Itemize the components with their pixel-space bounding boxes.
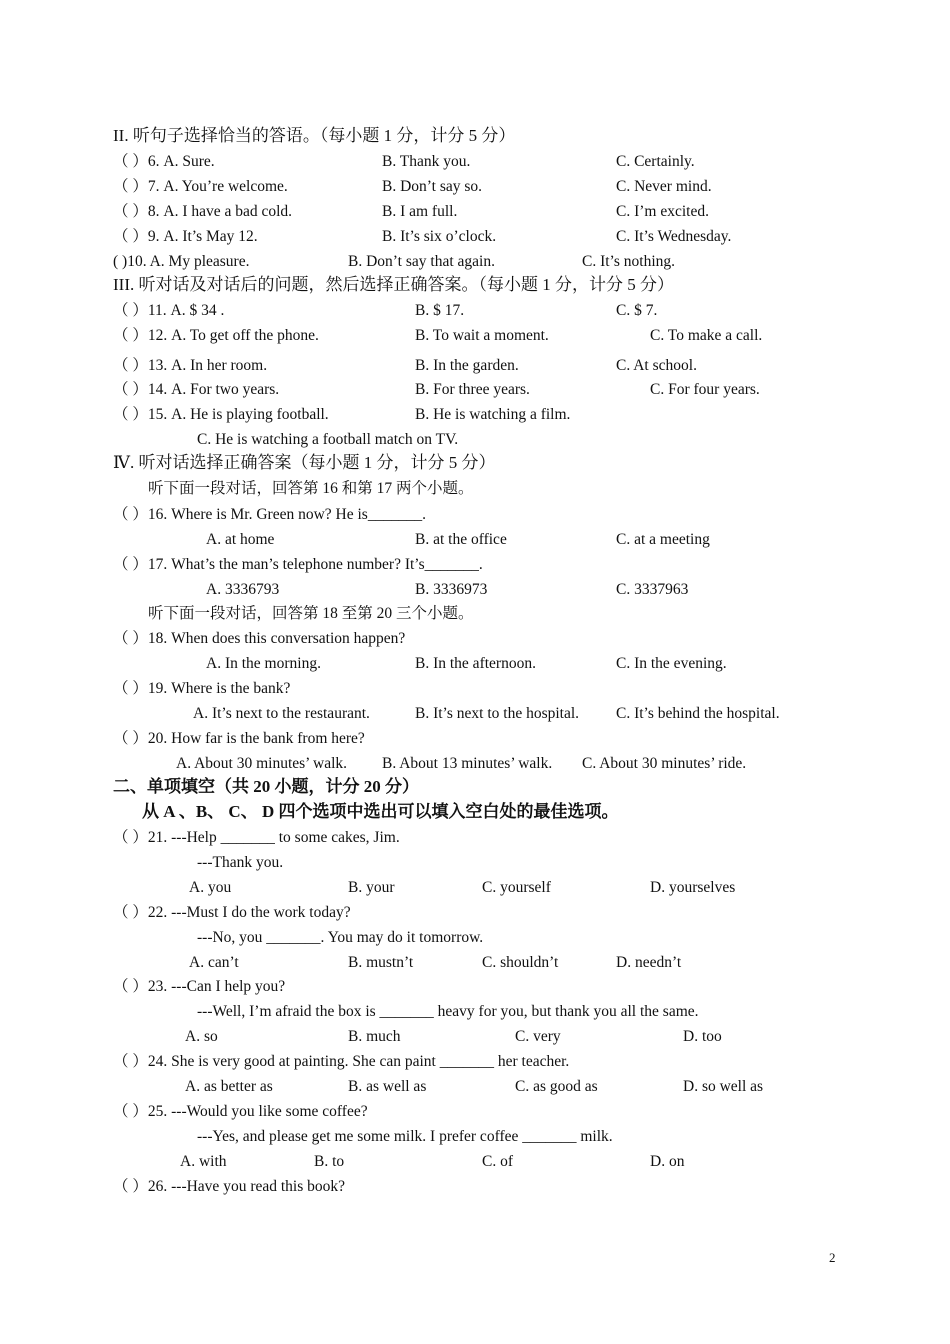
question-20-option-a: A. About 30 minutes’ walk. xyxy=(176,755,348,772)
question-25-option-d: D. on xyxy=(650,1153,685,1170)
question-18-option-c: C. In the evening. xyxy=(616,655,727,672)
listening-note-2: 听下面一段对话，回答第 18 至第 20 三个小题。 xyxy=(148,605,474,622)
question-14-option-b: B. For three years. xyxy=(415,381,530,398)
question-21-option-d: D. yourselves xyxy=(650,879,736,896)
question-12-stem: （ ）12. A. To get off the phone. xyxy=(113,327,319,344)
question-18-option-b: B. In the afternoon. xyxy=(415,655,536,672)
question-25-reply: ---Yes, and please get me some milk. I prefer coffee _______ milk. xyxy=(197,1128,613,1145)
question-8-option-b: B. I am full. xyxy=(382,203,458,220)
question-17-option-a: A. 3336793 xyxy=(206,581,280,598)
question-7-stem: （ ）7. A. You’re welcome. xyxy=(113,178,288,195)
question-11-stem: （ ）11. A. $ 34 . xyxy=(113,302,225,319)
question-17-option-c: C. 3337963 xyxy=(616,581,689,598)
question-21-option-b: B. your xyxy=(348,879,395,896)
question-10-stem: ( )10. A. My pleasure. xyxy=(113,253,250,270)
question-21-option-c: C. yourself xyxy=(482,879,551,896)
question-7-option-c: C. Never mind. xyxy=(616,178,712,195)
question-22-option-a: A. can’t xyxy=(189,954,239,971)
question-25-option-b: B. to xyxy=(314,1153,345,1170)
question-21-option-a: A. you xyxy=(189,879,232,896)
question-26-stem: （ ）26. ---Have you read this book? xyxy=(113,1178,346,1195)
question-19-option-b: B. It’s next to the hospital. xyxy=(415,705,580,722)
question-22-option-d: D. needn’t xyxy=(616,954,682,971)
question-13-stem: （ ）13. A. In her room. xyxy=(113,357,268,374)
part-2-title: 二、单项填空（共 20 小题，计分 20 分） xyxy=(113,777,419,796)
question-15-option-b: B. He is watching a film. xyxy=(415,406,571,423)
question-23-reply: ---Well, I’m afraid the box is _______ heavy for you, but thank you all the same. xyxy=(197,1003,699,1020)
question-21-stem: （ ）21. ---Help _______ to some cakes, Jim. xyxy=(113,829,400,846)
question-22-option-b: B. mustn’t xyxy=(348,954,414,971)
section-heading-iv: Ⅳ. 听对话选择正确答案（每小题 1 分，计分 5 分） xyxy=(113,453,496,472)
question-24-option-b: B. as well as xyxy=(348,1078,427,1095)
question-20-stem: （ ）20. How far is the bank from here? xyxy=(113,730,365,747)
question-9-option-c: C. It’s Wednesday. xyxy=(616,228,732,245)
question-12-option-c: C. To make a call. xyxy=(650,327,763,344)
question-19-stem: （ ）19. Where is the bank? xyxy=(113,680,291,697)
question-10-option-c: C. It’s nothing. xyxy=(582,253,676,270)
question-9-stem: （ ）9. A. It’s May 12. xyxy=(113,228,258,245)
question-25-option-a: A. with xyxy=(180,1153,227,1170)
question-12-option-b: B. To wait a moment. xyxy=(415,327,549,344)
question-25-stem: （ ）25. ---Would you like some coffee? xyxy=(113,1103,368,1120)
question-23-option-d: D. too xyxy=(683,1028,722,1045)
page-number: 2 xyxy=(829,1250,836,1265)
question-13-option-b: B. In the garden. xyxy=(415,357,519,374)
question-23-option-a: A. so xyxy=(185,1028,218,1045)
question-19-option-c: C. It’s behind the hospital. xyxy=(616,705,780,722)
question-6-stem: （ ）6. A. Sure. xyxy=(113,153,215,170)
question-16-option-a: A. at home xyxy=(206,531,275,548)
question-16-option-b: B. at the office xyxy=(415,531,507,548)
question-10-option-b: B. Don’t say that again. xyxy=(348,253,495,270)
question-24-option-d: D. so well as xyxy=(683,1078,764,1095)
question-17-option-b: B. 3336973 xyxy=(415,581,488,598)
question-9-option-b: B. It’s six o’clock. xyxy=(382,228,497,245)
question-13-option-c: C. At school. xyxy=(616,357,697,374)
question-24-option-a: A. as better as xyxy=(185,1078,273,1095)
question-23-stem: （ ）23. ---Can I help you? xyxy=(113,978,286,995)
question-15-option-c: C. He is watching a football match on TV. xyxy=(197,431,459,448)
question-25-option-c: C. of xyxy=(482,1153,513,1170)
question-15-stem: （ ）15. A. He is playing football. xyxy=(113,406,329,423)
question-20-option-b: B. About 13 minutes’ walk. xyxy=(382,755,553,772)
question-18-option-a: A. In the morning. xyxy=(206,655,321,672)
question-8-option-c: C. I’m excited. xyxy=(616,203,709,220)
question-22-option-c: C. shouldn’t xyxy=(482,954,559,971)
question-23-option-c: C. very xyxy=(515,1028,561,1045)
question-19-option-a: A. It’s next to the restaurant. xyxy=(193,705,370,722)
part-2-instruction: 从 A 、B、 C、 D 四个选项中选出可以填入空白处的最佳选项。 xyxy=(142,802,619,821)
question-22-reply: ---No, you _______. You may do it tomorrow. xyxy=(197,929,484,946)
question-6-option-b: B. Thank you. xyxy=(382,153,471,170)
question-8-stem: （ ）8. A. I have a bad cold. xyxy=(113,203,293,220)
question-20-option-c: C. About 30 minutes’ ride. xyxy=(582,755,747,772)
question-16-stem: （ ）16. Where is Mr. Green now? He is_______. xyxy=(113,506,426,523)
question-6-option-c: C. Certainly. xyxy=(616,153,695,170)
question-17-stem: （ ）17. What’s the man’s telephone number? It’s_______. xyxy=(113,556,483,573)
question-18-stem: （ ）18. When does this conversation happen? xyxy=(113,630,406,647)
question-23-option-b: B. much xyxy=(348,1028,401,1045)
question-21-reply: ---Thank you. xyxy=(197,854,284,871)
question-7-option-b: B. Don’t say so. xyxy=(382,178,483,195)
question-11-option-c: C. $ 7. xyxy=(616,302,658,319)
listening-note-1: 听下面一段对话，回答第 16 和第 17 两个小题。 xyxy=(148,480,474,497)
question-14-option-c: C. For four years. xyxy=(650,381,760,398)
question-24-option-c: C. as good as xyxy=(515,1078,598,1095)
question-14-stem: （ ）14. A. For two years. xyxy=(113,381,280,398)
section-heading-iii: III. 听对话及对话后的问题，然后选择正确答案。（每小题 1 分，计分 5 分） xyxy=(113,275,674,294)
question-22-stem: （ ）22. ---Must I do the work today? xyxy=(113,904,351,921)
question-24-stem: （ ）24. She is very good at painting. She can paint _______ her teacher. xyxy=(113,1053,570,1070)
question-11-option-b: B. $ 17. xyxy=(415,302,465,319)
section-heading-ii: II. 听句子选择恰当的答语。（每小题 1 分，计分 5 分） xyxy=(113,126,516,145)
question-16-option-c: C. at a meeting xyxy=(616,531,710,548)
